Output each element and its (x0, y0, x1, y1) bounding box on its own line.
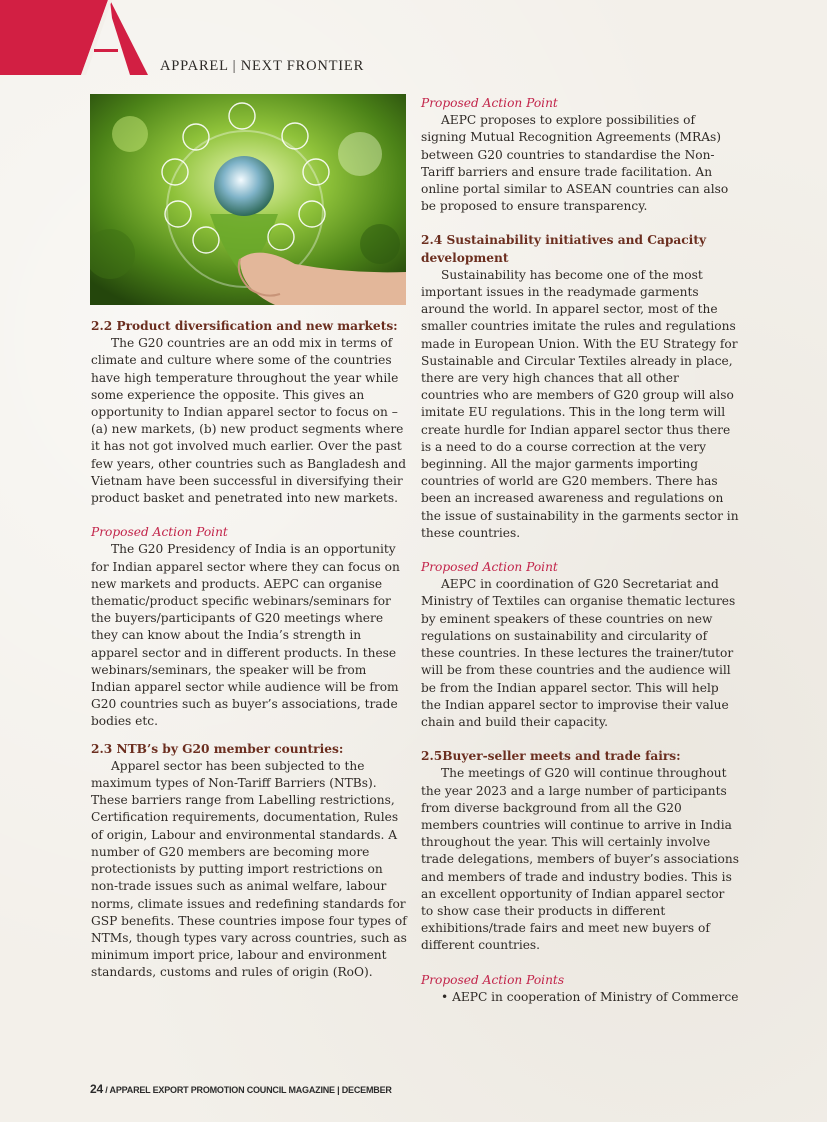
proposed-action-body: AEPC in coordination of G20 Secretariat and Ministry of Textiles can organise thematic lectures by eminent speakers of these countries on new regulations on sustainability and circularity of these countries. In these lectures the trainer/tutor will be from these countries and the audience will be from the Indian apparel sector. This will help the Indian apparel sector to improvise their value chain and build their capacity. (421, 577, 736, 729)
page-footer (90, 1082, 392, 1096)
section-body-2-4: Sustainability has become one of the most important issues in the readymade garments around the world. In apparel sector, most of the smaller countries imitate the rules and regulations made in European Union. With the EU Strategy for Sustainable and Circular Textiles already in place, there are very high chances that all other countries who are members of G20 group will also imitate EU regulations. This in the long term will create hurdle for Indian apparel sector thus there is a need to do a course correction at the very beginning. All the major garments importing countries of world are G20 members. There has been an increased awareness and regulations on the issue of sustainability in the garments sector in these countries. (421, 267, 739, 540)
left-column (91, 318, 409, 982)
publication-name: APPAREL EXPORT PROMOTION COUNCIL MAGAZINE | DECEMBER (109, 1085, 392, 1095)
section-heading-2-2: 2.2 Product diversification and new markets: (91, 319, 398, 333)
proposed-action-body: The G20 Presidency of India is an opportunity for Indian apparel sector where they can focus on new markets and products. AEPC can organise thematic/product specific webinars/seminars for the buyers/participants of G20 meetings where they can know about the India’s strength in apparel sector and in different products. In these webinars/seminars, the speaker will be from Indian apparel sector while audience will be from G20 countries such as buyer’s associations, trade bodies etc. (91, 542, 400, 729)
hero-image (90, 94, 406, 305)
proposed-action-label: Proposed Action Point (91, 525, 228, 540)
globe-icon (214, 156, 274, 216)
section-heading-2-5: 2.5Buyer-seller meets and trade fairs: (421, 749, 681, 764)
section-heading-2-4: 2.4 Sustainability initiatives and Capacity development (421, 233, 707, 265)
proposed-action-body: AEPC proposes to explore possibilities of signing Mutual Recognition Agreements (MRAs) between G20 countries to standardise the Non-Tariff barriers and ensure trade facilitation. An online portal similar to ASEAN countries can also be proposed to ensure transparency. (421, 113, 729, 214)
logo-a-icon (0, 0, 150, 75)
magazine-logo (0, 0, 150, 75)
section-body-2-2: The G20 countries are an odd mix in terms of climate and culture where some of the countries have high temperature throughout the year while some experience the opposite. This gives an opportunity to Indian apparel sector to focus on – (a) new markets, (b) new product segments where it has not got involved much earlier. Over the past few years, other countries such as Bangladesh and Vietnam have been successful in diversifying their product basket and penetrated into new markets. (91, 336, 407, 506)
bullet-item: • AEPC in cooperation of Ministry of Commerce (441, 989, 739, 1004)
section-body-2-5: The meetings of G20 will continue throughout the year 2023 and a large number of participants from diverse background from all the G20 members countries will continue to arrive in India throughout the year. This will certainly involve trade delegations, members of buyer’s associations and members of trade and industry bodies. This is an excellent opportunity of Indian apparel sector to show case their products in different exhibitions/trade fairs and meet new buyers of different countries. (421, 766, 739, 953)
section-title: APPAREL | NEXT FRONTIER (160, 58, 365, 74)
proposed-action-label: Proposed Action Point (421, 560, 558, 575)
proposed-action-label: Proposed Action Points (421, 972, 565, 987)
section-body-2-3: Apparel sector has been subjected to the maximum types of Non-Tariff Barriers (NTBs). These barriers range from Labelling restrictions, Certification requirements, documentation, Rules of origin, Labour and environmental standards. A number of G20 members are becoming more protectionists by putting import restrictions on non-trade issues such as animal welfare, labour norms, climate issues and redefining standards for GSP benefits. These countries impose four types of NTMs, though types vary across countries, such as minimum import price, labour and environment standards, customs and rules of origin (RoO). (91, 758, 407, 980)
proposed-action-label: Proposed Action Point (421, 96, 558, 110)
page-number: 24 (90, 1082, 103, 1096)
right-column (421, 95, 739, 1006)
footer-separator: / (102, 1085, 110, 1095)
section-heading-2-3: 2.3 NTB’s by G20 member countries: (91, 741, 344, 756)
